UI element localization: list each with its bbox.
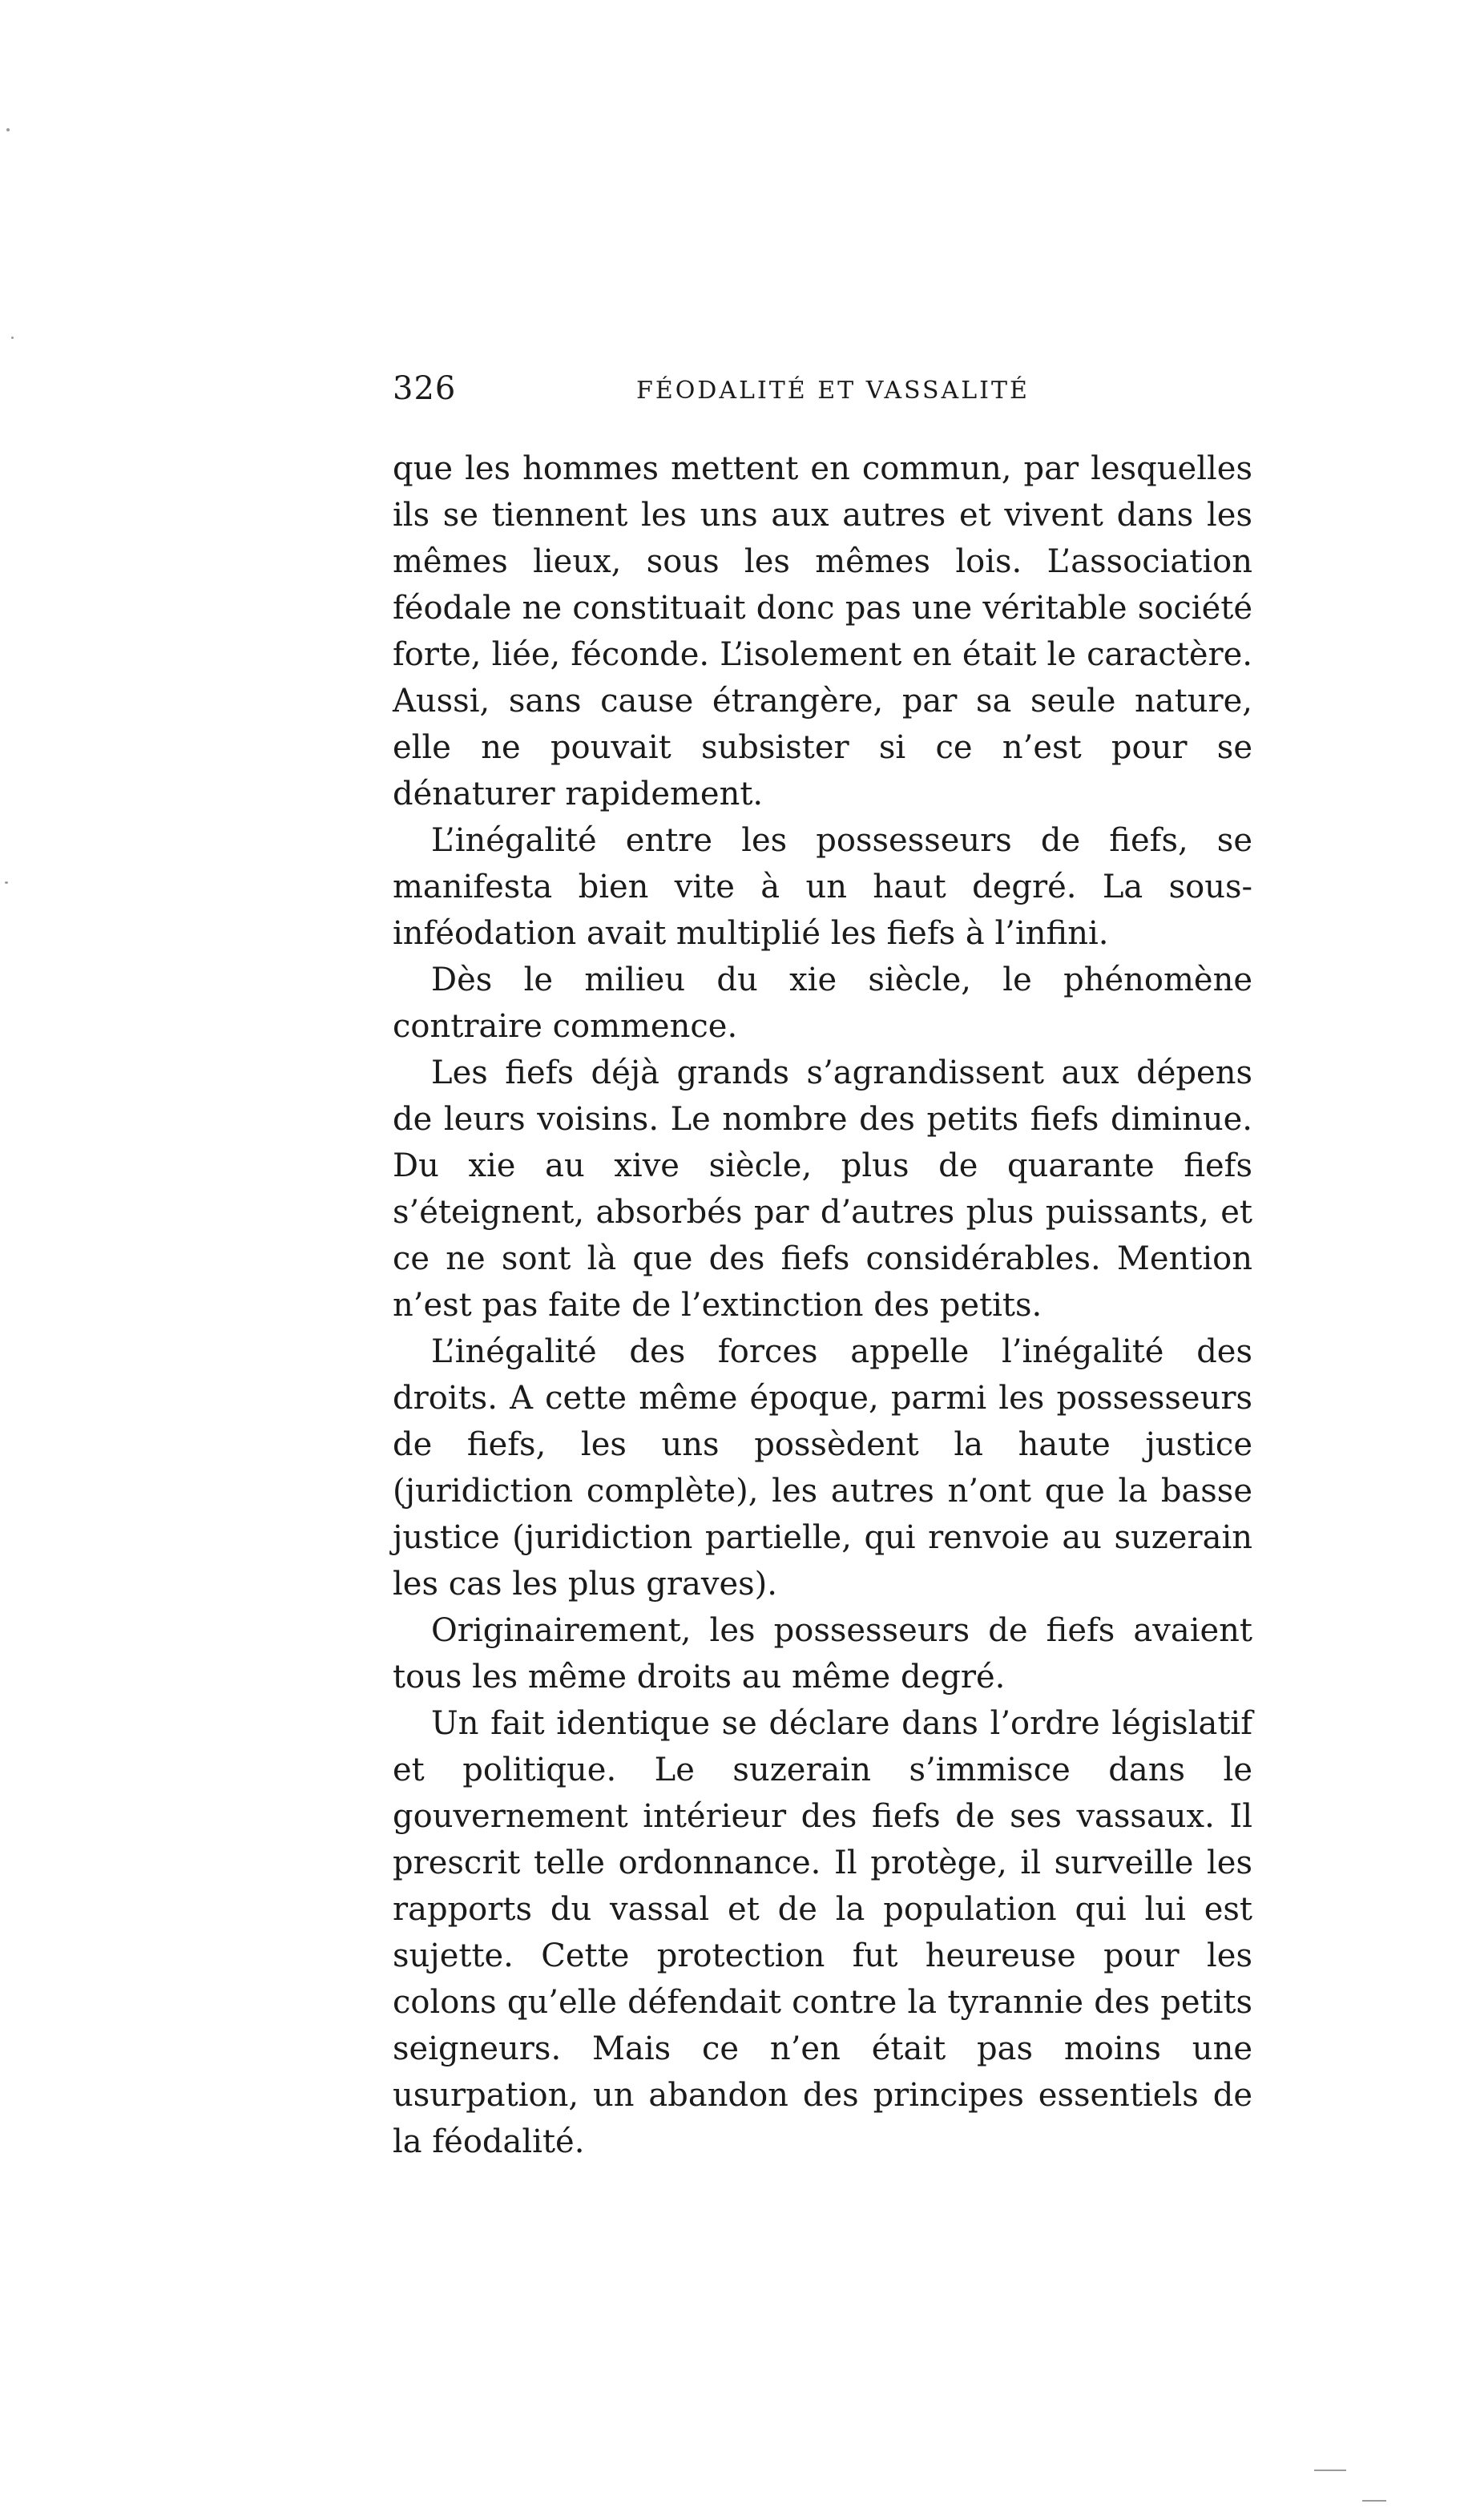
running-head: FÉODALITÉ ET VASSALITÉ [636, 377, 1030, 405]
paragraph-fiefs-grands: Les fiefs déjà grands s’agrandissent aux dépens de leurs voisins. Le nombre des petits fiefs diminue. Du xie au xive siècle, plus de quarante fiefs s’éteignent, absorbés par d’autres plus puissants, et ce ne sont là que des fiefs considérables. Mention n’est pas faite de l’extinction des petits. [393, 1054, 1252, 1324]
paragraph-fait-identique: Un fait identique se déclare dans l’ordre législatif et politique. Le suzerain s’immisce dans le gouvernement intérieur des fiefs de ses vassaux. Il prescrit telle ordonnance. Il protège, il surveille les rapports du vassal et de la population qui lui est sujette. Cette protection fut heureuse pour les colons qu’elle défendait contre la tyrannie des petits seigneurs. Mais ce n’en était pas moins une usurpation, un abandon des principes essentiels de la féodalité. [393, 1705, 1252, 2160]
page-number: 326 [393, 370, 457, 407]
paragraph-milieu-xi-siecle: Dès le milieu du xie siècle, le phénomène contraire commence. [393, 962, 1252, 1045]
paragraph-inegalite-possesseurs: L’inégalité entre les possesseurs de fiefs, se manifesta bien vite à un haut degré. La sous-inféodation avait multiplié les fiefs à l’infini. [393, 822, 1252, 952]
paragraph-inegalite-forces: L’inégalité des forces appelle l’inégalité des droits. A cette même époque, parmi les possesseurs de fiefs, les uns possèdent la haute justice (juridiction complète), les autres n’ont que la basse justice (juridiction partielle, qui renvoie au suzerain les cas les plus graves). [393, 1333, 1252, 1603]
paragraph-originairement: Originairement, les possesseurs de fiefs avaient tous les même droits au même degré. [393, 1612, 1252, 1695]
paragraph-continued: que les hommes mettent en commun, par lesquelles ils se tiennent les uns aux autres et vivent dans les mêmes lieux, sous les mêmes lois. L’association féodale ne constituait donc pas une véritable société forte, liée, féconde. L’isolement en était le caractère. Aussi, sans cause étrangère, par sa seule nature, elle ne pouvait subsister si ce n’est pour se dénaturer rapidement. [393, 450, 1252, 812]
page-header [393, 370, 1034, 418]
body-text [393, 446, 1252, 2165]
